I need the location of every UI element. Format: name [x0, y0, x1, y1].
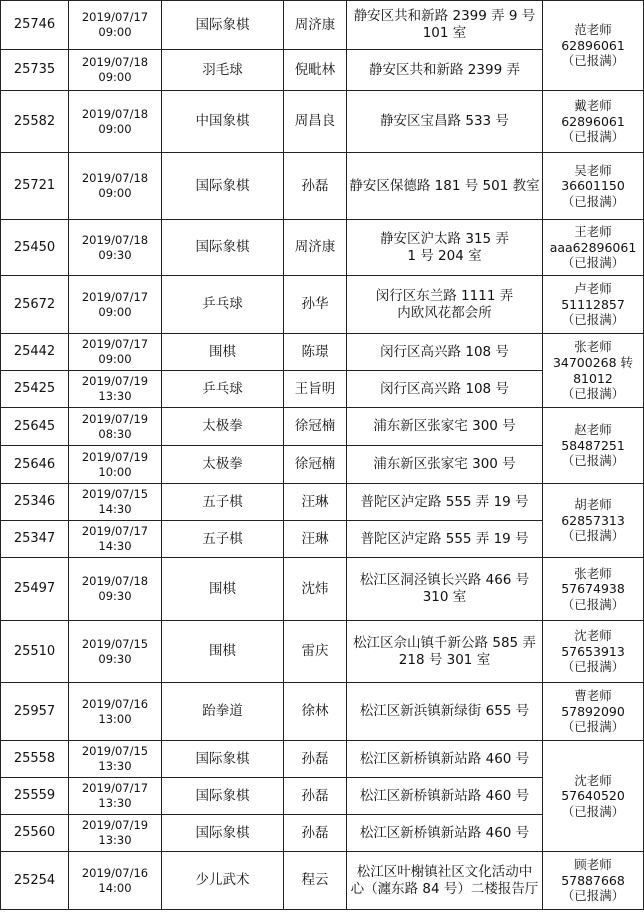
table-row — [1, 558, 644, 621]
course-name: 羽毛球 — [162, 50, 284, 91]
course-name: 中国象棋 — [162, 91, 284, 153]
course-name: 跆拳道 — [162, 683, 284, 741]
course-teacher: 周济康 — [284, 1, 347, 50]
course-address: 普陀区泸定路 555 弄 19 号 — [347, 484, 543, 521]
course-address: 闵行区高兴路 108 号 — [347, 371, 543, 408]
course-datetime: 2019/07/17 14:30 — [69, 521, 162, 558]
table-row — [1, 220, 644, 276]
course-datetime: 2019/07/18 09:00 — [69, 50, 162, 91]
contact-cell: 范老师 62896061 （已报满） — [543, 1, 644, 91]
course-id: 25425 — [1, 371, 69, 408]
course-teacher: 陈璟 — [284, 334, 347, 371]
course-id: 25254 — [1, 852, 69, 910]
contact-cell: 曹老师 57892090 （已报满） — [543, 683, 644, 741]
course-teacher: 孙磊 — [284, 741, 347, 778]
course-id: 25645 — [1, 408, 69, 446]
course-name: 国际象棋 — [162, 1, 284, 50]
table-row — [1, 276, 644, 334]
course-teacher: 沈炜 — [284, 558, 347, 621]
contact-cell: 张老师 34700268 转 81012 （已报满） — [543, 334, 644, 408]
course-datetime: 2019/07/18 09:00 — [69, 91, 162, 153]
course-address: 浦东新区张家宅 300 号 — [347, 408, 543, 446]
course-name: 五子棋 — [162, 484, 284, 521]
course-address: 静安区保德路 181 号 501 教室 — [347, 153, 543, 220]
course-address: 静安区宝昌路 533 号 — [347, 91, 543, 153]
table-row — [1, 153, 644, 220]
course-name: 国际象棋 — [162, 153, 284, 220]
contact-cell: 赵老师 58487251 （已报满） — [543, 408, 644, 484]
contact-cell: 胡老师 62857313 （已报满） — [543, 484, 644, 558]
table-row — [1, 852, 644, 910]
course-datetime: 2019/07/18 09:30 — [69, 220, 162, 276]
course-address: 松江区新浜镇新绿街 655 号 — [347, 683, 543, 741]
course-id: 25450 — [1, 220, 69, 276]
course-name: 国际象棋 — [162, 815, 284, 852]
course-teacher: 孙磊 — [284, 153, 347, 220]
course-datetime: 2019/07/17 13:30 — [69, 778, 162, 815]
contact-cell: 吴老师 36601150 （已报满） — [543, 153, 644, 220]
course-name: 太极拳 — [162, 446, 284, 484]
course-id: 25735 — [1, 50, 69, 91]
contact-cell: 张老师 57674938 （已报满） — [543, 558, 644, 621]
course-datetime: 2019/07/19 10:00 — [69, 446, 162, 484]
course-id: 25582 — [1, 91, 69, 153]
table-row — [1, 91, 644, 153]
course-teacher: 孙磊 — [284, 778, 347, 815]
course-teacher: 王旨明 — [284, 371, 347, 408]
table-row — [1, 741, 644, 778]
course-id: 25442 — [1, 334, 69, 371]
course-id: 25559 — [1, 778, 69, 815]
course-name: 乒乓球 — [162, 276, 284, 334]
course-address: 静安区共和新路 2399 弄 9 号 101 室 — [347, 1, 543, 50]
course-name: 太极拳 — [162, 408, 284, 446]
course-name: 五子棋 — [162, 521, 284, 558]
course-address: 静安区沪太路 315 弄 1 号 204 室 — [347, 220, 543, 276]
course-datetime: 2019/07/17 09:00 — [69, 334, 162, 371]
course-datetime: 2019/07/15 09:30 — [69, 621, 162, 683]
table-row — [1, 621, 644, 683]
course-name: 围棋 — [162, 621, 284, 683]
course-name: 围棋 — [162, 558, 284, 621]
contact-cell: 戴老师 62896061 （已报满） — [543, 91, 644, 153]
course-teacher: 周济康 — [284, 220, 347, 276]
contact-cell: 顾老师 57887668 （已报满） — [543, 852, 644, 910]
course-datetime: 2019/07/17 09:00 — [69, 1, 162, 50]
contact-cell: 王老师 aaa62896061 （已报满） — [543, 220, 644, 276]
course-datetime: 2019/07/17 09:00 — [69, 276, 162, 334]
course-id: 25721 — [1, 153, 69, 220]
course-teacher: 徐冠楠 — [284, 446, 347, 484]
course-datetime: 2019/07/19 13:30 — [69, 815, 162, 852]
course-name: 国际象棋 — [162, 220, 284, 276]
course-teacher: 徐冠楠 — [284, 408, 347, 446]
course-datetime: 2019/07/16 14:00 — [69, 852, 162, 910]
contact-cell: 卢老师 51112857 （已报满） — [543, 276, 644, 334]
course-teacher: 周昌良 — [284, 91, 347, 153]
table-row — [1, 484, 644, 521]
course-teacher: 汪琳 — [284, 521, 347, 558]
course-address: 浦东新区张家宅 300 号 — [347, 446, 543, 484]
course-id: 25646 — [1, 446, 69, 484]
course-id: 25672 — [1, 276, 69, 334]
course-teacher: 徐林 — [284, 683, 347, 741]
course-id: 25957 — [1, 683, 69, 741]
course-id: 25346 — [1, 484, 69, 521]
course-teacher: 孙磊 — [284, 815, 347, 852]
course-id: 25558 — [1, 741, 69, 778]
course-datetime: 2019/07/19 13:30 — [69, 371, 162, 408]
course-address: 普陀区泸定路 555 弄 19 号 — [347, 521, 543, 558]
course-datetime: 2019/07/19 08:30 — [69, 408, 162, 446]
course-datetime: 2019/07/15 14:30 — [69, 484, 162, 521]
course-address: 闵行区高兴路 108 号 — [347, 334, 543, 371]
course-datetime: 2019/07/18 09:00 — [69, 153, 162, 220]
contact-cell: 沈老师 57653913 （已报满） — [543, 621, 644, 683]
course-id: 25347 — [1, 521, 69, 558]
course-address: 松江区新桥镇新站路 460 号 — [347, 815, 543, 852]
contact-cell: 沈老师 57640520 （已报满） — [543, 741, 644, 852]
course-name: 国际象棋 — [162, 778, 284, 815]
course-teacher: 倪毗林 — [284, 50, 347, 91]
course-address: 松江区洞泾镇长兴路 466 号 310 室 — [347, 558, 543, 621]
course-address: 静安区共和新路 2399 弄 — [347, 50, 543, 91]
course-datetime: 2019/07/16 13:00 — [69, 683, 162, 741]
course-teacher: 孙华 — [284, 276, 347, 334]
course-id: 25497 — [1, 558, 69, 621]
table-row — [1, 408, 644, 446]
course-name: 少儿武术 — [162, 852, 284, 910]
course-teacher: 汪琳 — [284, 484, 347, 521]
course-datetime: 2019/07/15 13:30 — [69, 741, 162, 778]
course-datetime: 2019/07/18 09:30 — [69, 558, 162, 621]
course-id: 25560 — [1, 815, 69, 852]
course-id: 25746 — [1, 1, 69, 50]
course-address: 闵行区东兰路 1111 弄 内欧风花都会所 — [347, 276, 543, 334]
course-address: 松江区叶榭镇社区文化活动中 心（瀍东路 84 号）二楼报告厅 — [347, 852, 543, 910]
table-row — [1, 683, 644, 741]
course-address: 松江区新桥镇新站路 460 号 — [347, 778, 543, 815]
course-teacher: 程云 — [284, 852, 347, 910]
table-row — [1, 1, 644, 50]
course-id: 25510 — [1, 621, 69, 683]
course-name: 围棋 — [162, 334, 284, 371]
course-name: 乒乓球 — [162, 371, 284, 408]
table-row — [1, 334, 644, 371]
course-name: 国际象棋 — [162, 741, 284, 778]
course-address: 松江区佘山镇千新公路 585 弄 218 号 301 室 — [347, 621, 543, 683]
course-address: 松江区新桥镇新站路 460 号 — [347, 741, 543, 778]
course-teacher: 雷庆 — [284, 621, 347, 683]
